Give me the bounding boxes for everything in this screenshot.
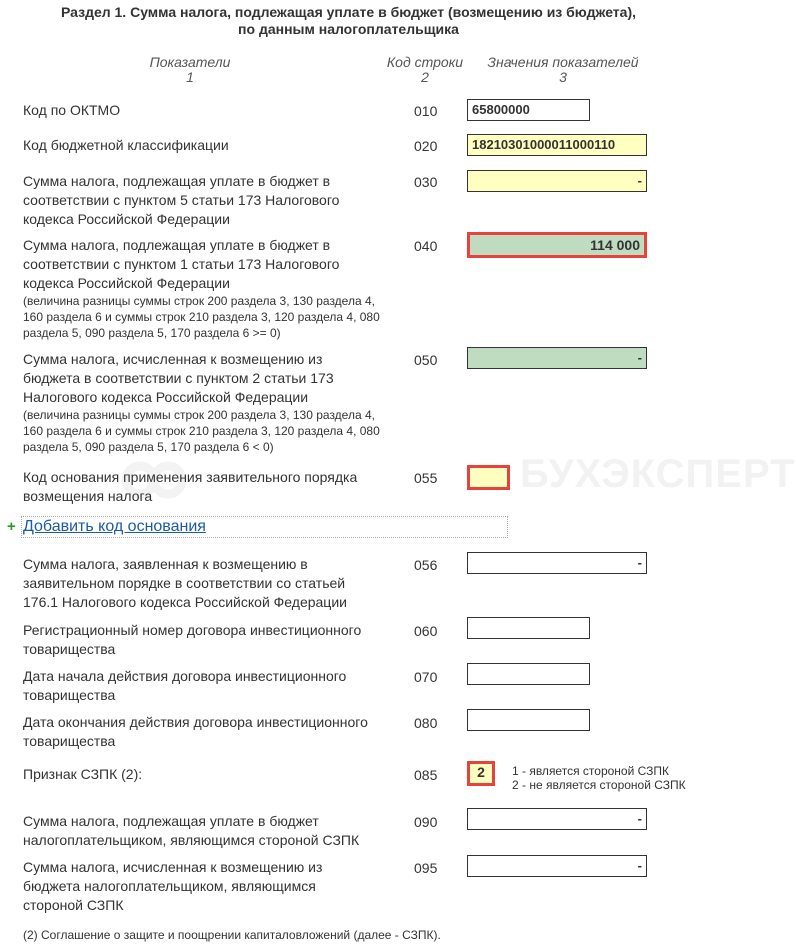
szpk-flag-field[interactable]: 2 [467, 761, 495, 786]
watermark-text: БУХЭКСПЕРТ [520, 452, 796, 496]
row-010-label: Код по ОКТМО [23, 102, 121, 118]
tax-payable-p1-field[interactable]: 114 000 [467, 232, 647, 258]
row-050-label-text: Сумма налога, исчисленная к возмещению из бюджета в соответствии с пунктом 2 статьи 173 Налогового кодекса Российской Федерации [23, 351, 334, 405]
row-056-label: Сумма налога, заявленная к возмещению в заявительном порядке в соответствии со статьей 176.1 Налогового кодекса Российской Федерации [23, 556, 347, 610]
section-title-line1: Раздел 1. Сумма налога, подлежащая уплате в бюджет (возмещению из бюджета), [61, 4, 636, 20]
row-055-code: 055 [414, 470, 438, 486]
declared-refund-field[interactable]: - [467, 552, 647, 574]
partnership-end-date-field[interactable] [467, 709, 590, 731]
refund-basis-code-field[interactable] [467, 465, 510, 490]
szpk-legend-option-2: 2 - не является стороной СЗПК [512, 778, 686, 792]
row-040-label [23, 236, 393, 341]
section-title [0, 4, 697, 38]
row-040-note: (величина разницы суммы строк 200 раздела 3, 130 раздела 4, 160 раздела 6 и суммы строк 210 раздела 3, 120 раздела 4, 080 раздела 5, 090 раздела 5, 170 раздела 6 >= 0) [23, 294, 380, 340]
column-header-number: 2 [421, 69, 429, 85]
tax-refund-field[interactable]: - [467, 347, 647, 369]
column-header-number: 3 [559, 69, 567, 85]
column-header-number: 1 [186, 69, 194, 85]
footnote: (2) Соглашение о защите и поощрении капиталовложений (далее - СЗПК). [23, 928, 441, 942]
column-header-label: Код строки [386, 54, 464, 70]
row-040-code: 040 [414, 238, 438, 254]
row-030-label: Сумма налога, подлежащая уплате в бюджет в соответствии с пунктом 5 статьи 173 Налогового кодекса Российской Федерации [23, 173, 340, 227]
partnership-start-date-field[interactable] [467, 663, 590, 685]
section-title-line2: по данным налогоплательщика [238, 21, 459, 37]
szpk-tax-payable-field[interactable]: - [467, 808, 647, 830]
row-050-label [23, 350, 393, 455]
row-060-label: Регистрационный номер договора инвестиционного товарищества [23, 622, 362, 657]
add-basis-code-link[interactable]: Добавить код основания [23, 518, 206, 535]
szpk-tax-refund-field[interactable]: - [467, 855, 647, 877]
row-095-label: Сумма налога, исчисленная к возмещению из бюджета налогоплательщиком, являющимся стороной СЗПК [23, 859, 323, 913]
row-020-code: 020 [414, 138, 438, 154]
szpk-legend-option-1: 1 - является стороной СЗПК [512, 764, 670, 778]
column-header-indicators [110, 55, 270, 85]
row-080-label: Дата окончания действия договора инвестиционного товарищества [23, 714, 368, 749]
column-header-label: Значения показателей [487, 54, 639, 70]
column-header-label: Показатели [149, 54, 231, 70]
row-070-label: Дата начала действия договора инвестиционного товарищества [23, 668, 347, 703]
row-095-code: 095 [414, 860, 438, 876]
kbk-field[interactable]: 18210301000011000110 [467, 134, 647, 156]
column-header-line-code [380, 55, 470, 85]
row-020-label: Код бюджетной классификации [23, 137, 229, 153]
row-080-code: 080 [414, 715, 438, 731]
row-055-label: Код основания применения заявительного порядка возмещения налога [23, 469, 358, 504]
column-header-values [478, 55, 648, 85]
row-030-code: 030 [414, 174, 438, 190]
row-090-code: 090 [414, 814, 438, 830]
row-010-code: 010 [414, 103, 438, 119]
oktmo-field[interactable]: 65800000 [467, 99, 590, 121]
row-040-label-text: Сумма налога, подлежащая уплате в бюджет в соответствии с пунктом 1 статьи 173 Налогового кодекса Российской Федерации [23, 237, 340, 291]
row-085-label: Признак СЗПК (2): [23, 766, 143, 782]
partnership-reg-number-field[interactable] [467, 617, 590, 639]
row-050-note: (величина разницы суммы строк 200 раздела 3, 130 раздела 4, 160 раздела 6 и суммы строк 210 раздела 3, 120 раздела 4, 080 раздела 5, 090 раздела 5, 170 раздела 6 < 0) [23, 408, 380, 454]
row-060-code: 060 [414, 623, 438, 639]
row-050-code: 050 [414, 352, 438, 368]
plus-icon[interactable]: + [7, 518, 16, 535]
row-070-code: 070 [414, 669, 438, 685]
row-090-label: Сумма налога, подлежащая уплате в бюджет налогоплательщиком, являющимся стороной СЗПК [23, 813, 360, 848]
row-085-code: 085 [414, 767, 438, 783]
szpk-flag-legend [512, 764, 686, 792]
row-056-code: 056 [414, 557, 438, 573]
tax-payable-p5-field[interactable]: - [467, 170, 647, 192]
